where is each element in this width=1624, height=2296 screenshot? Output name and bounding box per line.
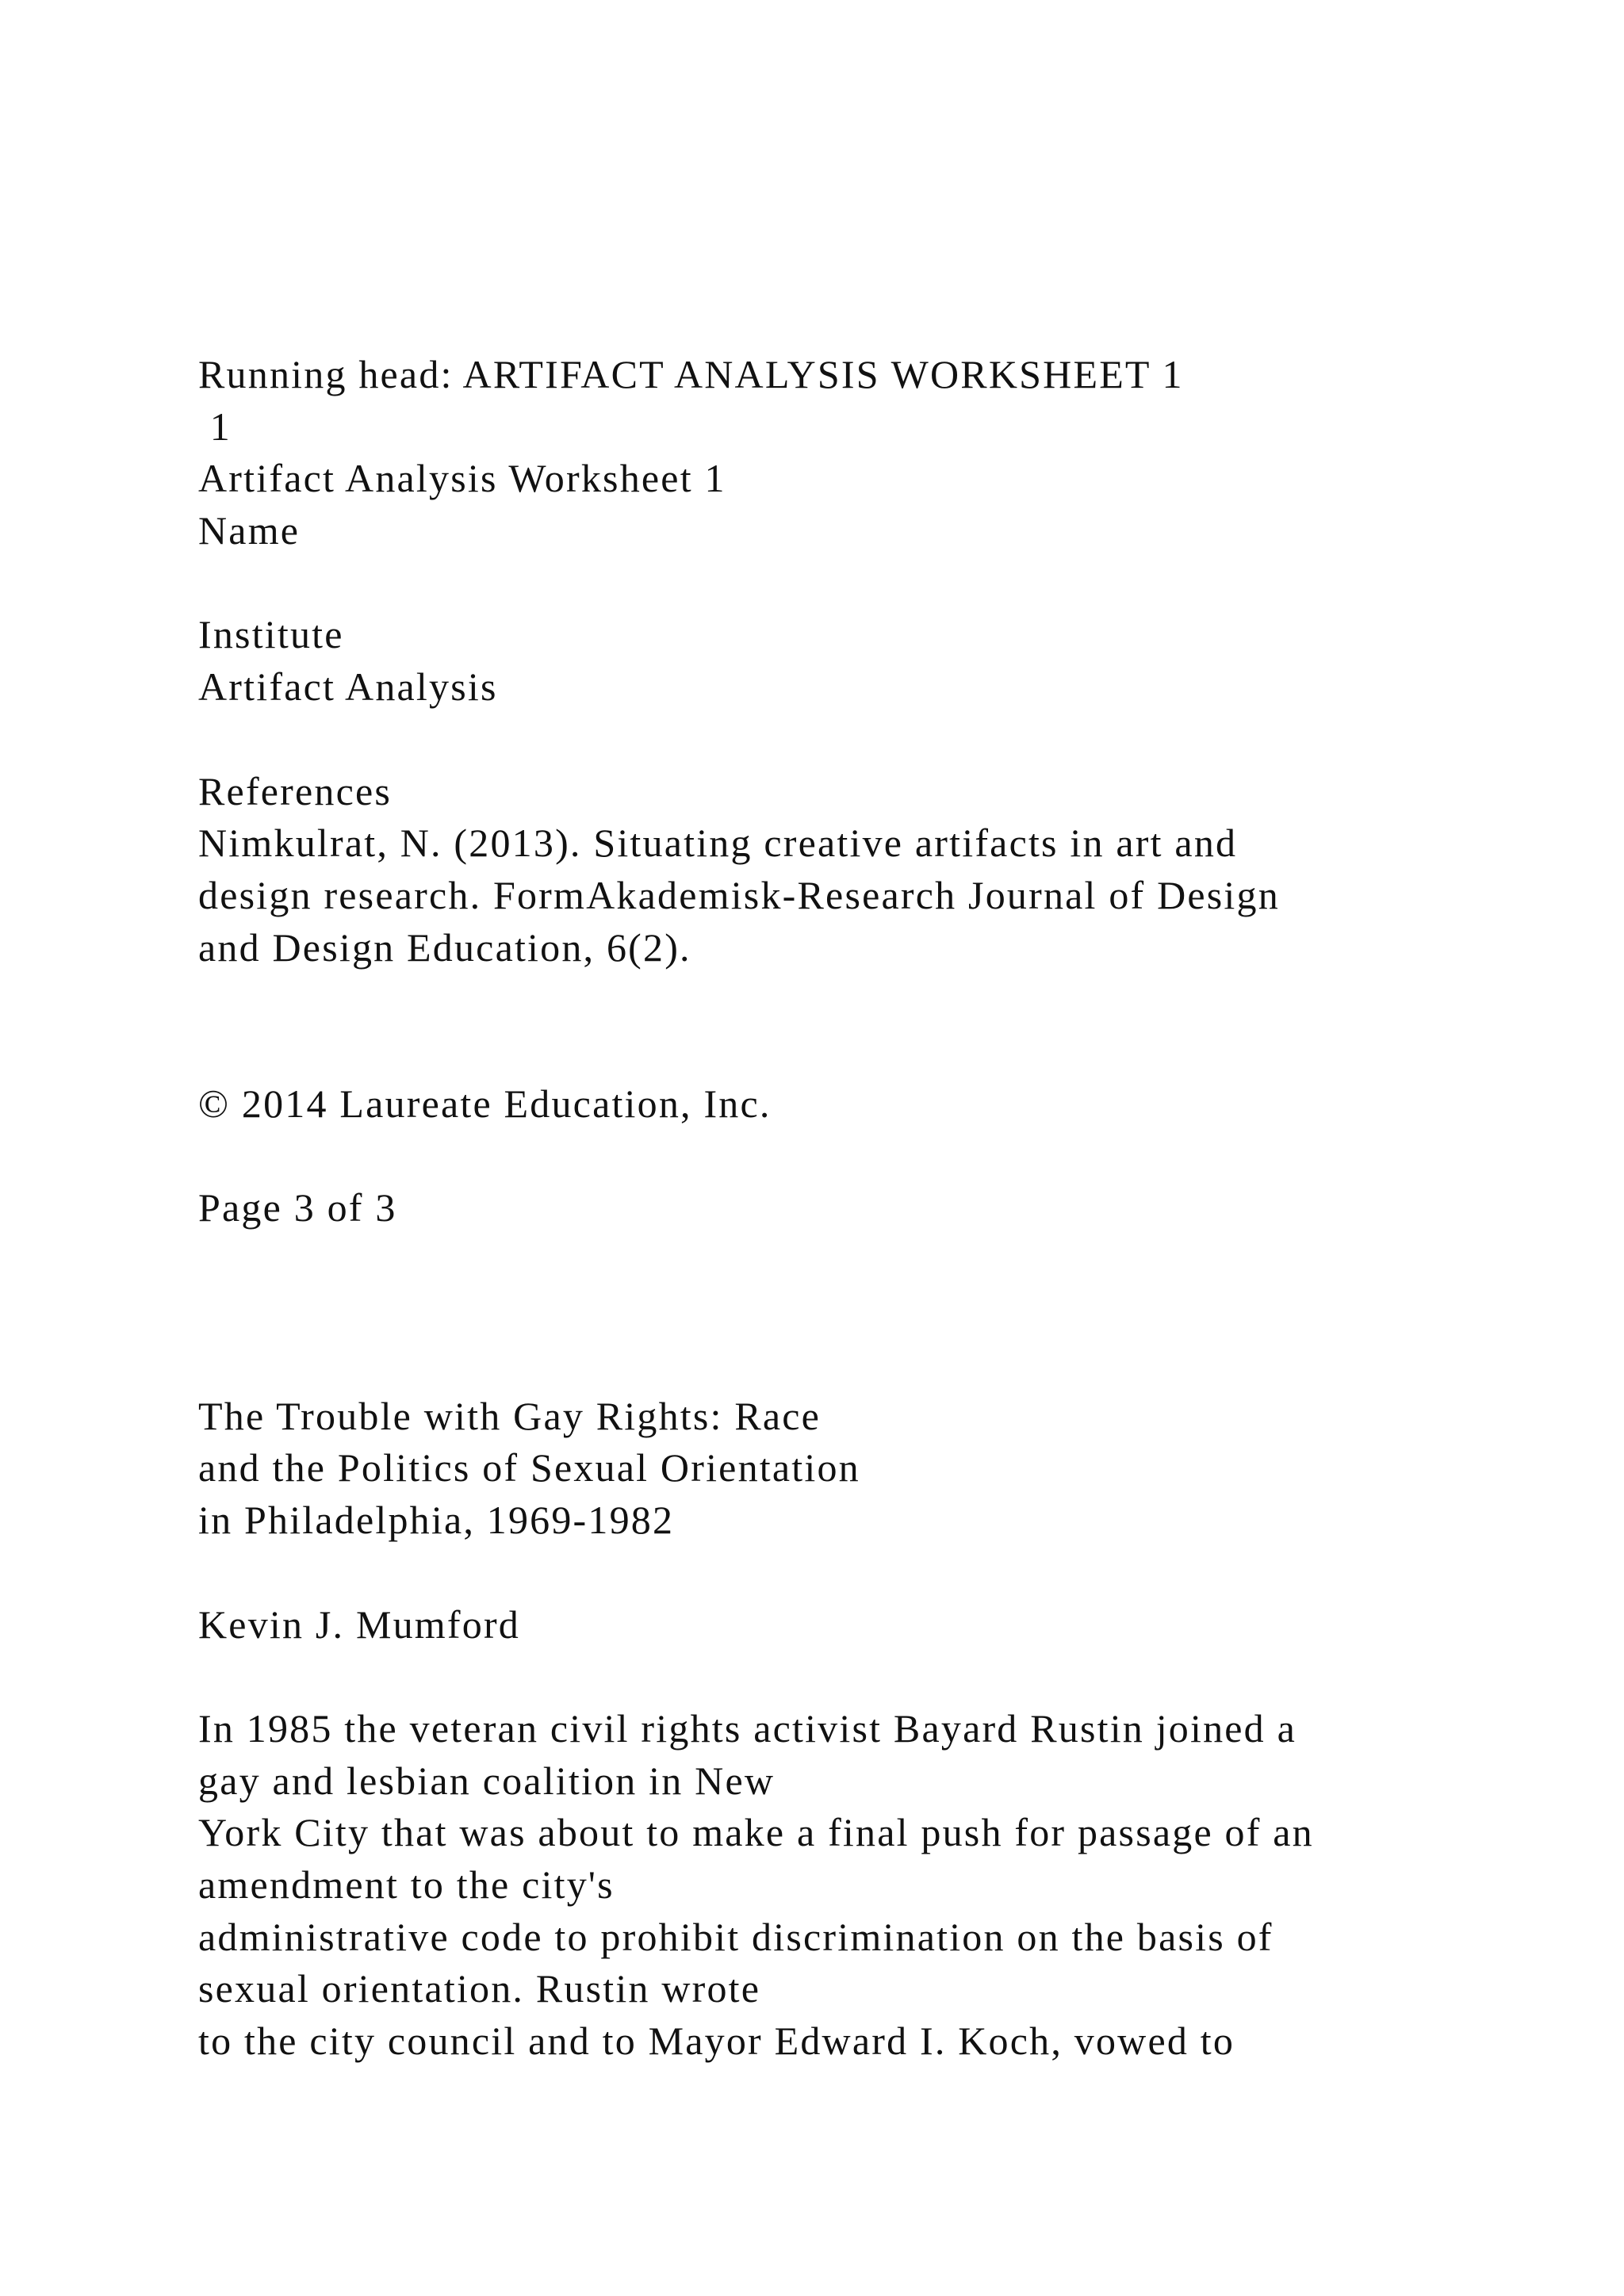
blank-line [198, 1286, 1546, 1338]
blank-line [198, 1130, 1546, 1182]
institute-field: Institute [198, 612, 344, 657]
blank-line [198, 1234, 1546, 1287]
body-text-line: York City that was about to make a final push for passage of an [198, 1810, 1314, 1855]
reference-line: and Design Education, 6(2). [198, 924, 691, 970]
worksheet-title: Artifact Analysis Worksheet 1 [198, 456, 726, 501]
body-text-line: administrative code to prohibit discrimination on the basis of [198, 1914, 1274, 1959]
body-text-line: to the city council and to Mayor Edward I. Koch, vowed to [198, 2019, 1235, 2063]
reference-line: design research. FormAkademisk-Research Journal of Design [198, 872, 1280, 917]
blank-line [198, 714, 1546, 766]
body-text-line: amendment to the city's [198, 1862, 615, 1907]
blank-line [198, 557, 1546, 610]
section-heading-references: References [198, 768, 393, 813]
body-text-line: In 1985 the veteran civil rights activist Bayard Rustin joined a [198, 1705, 1297, 1751]
article-title-line: and the Politics of Sexual Orientation [198, 1445, 860, 1490]
page-number: 1 [198, 404, 232, 449]
blank-line [198, 974, 1546, 1026]
document-text [198, 349, 1546, 2068]
body-text-line: sexual orientation. Rustin wrote [198, 1966, 761, 2011]
name-field: Name [198, 508, 301, 553]
article-title-line: in Philadelphia, 1969-1982 [198, 1498, 675, 1543]
running-head: Running head: ARTIFACT ANALYSIS WORKSHEET 1 [198, 352, 1184, 396]
section-heading-artifact-analysis: Artifact Analysis [198, 664, 498, 710]
blank-line [198, 1547, 1546, 1599]
page-indicator: Page 3 of 3 [198, 1185, 397, 1230]
blank-line [198, 1026, 1546, 1078]
reference-line: Nimkulrat, N. (2013). Situating creative artifacts in art and [198, 821, 1238, 866]
body-text-line: gay and lesbian coalition in New [198, 1758, 776, 1803]
blank-line [198, 1338, 1546, 1391]
blank-line [198, 1651, 1546, 1703]
article-author: Kevin J. Mumford [198, 1601, 521, 1647]
article-title-line: The Trouble with Gay Rights: Race [198, 1393, 822, 1438]
copyright-line: © 2014 Laureate Education, Inc. [198, 1081, 772, 1126]
